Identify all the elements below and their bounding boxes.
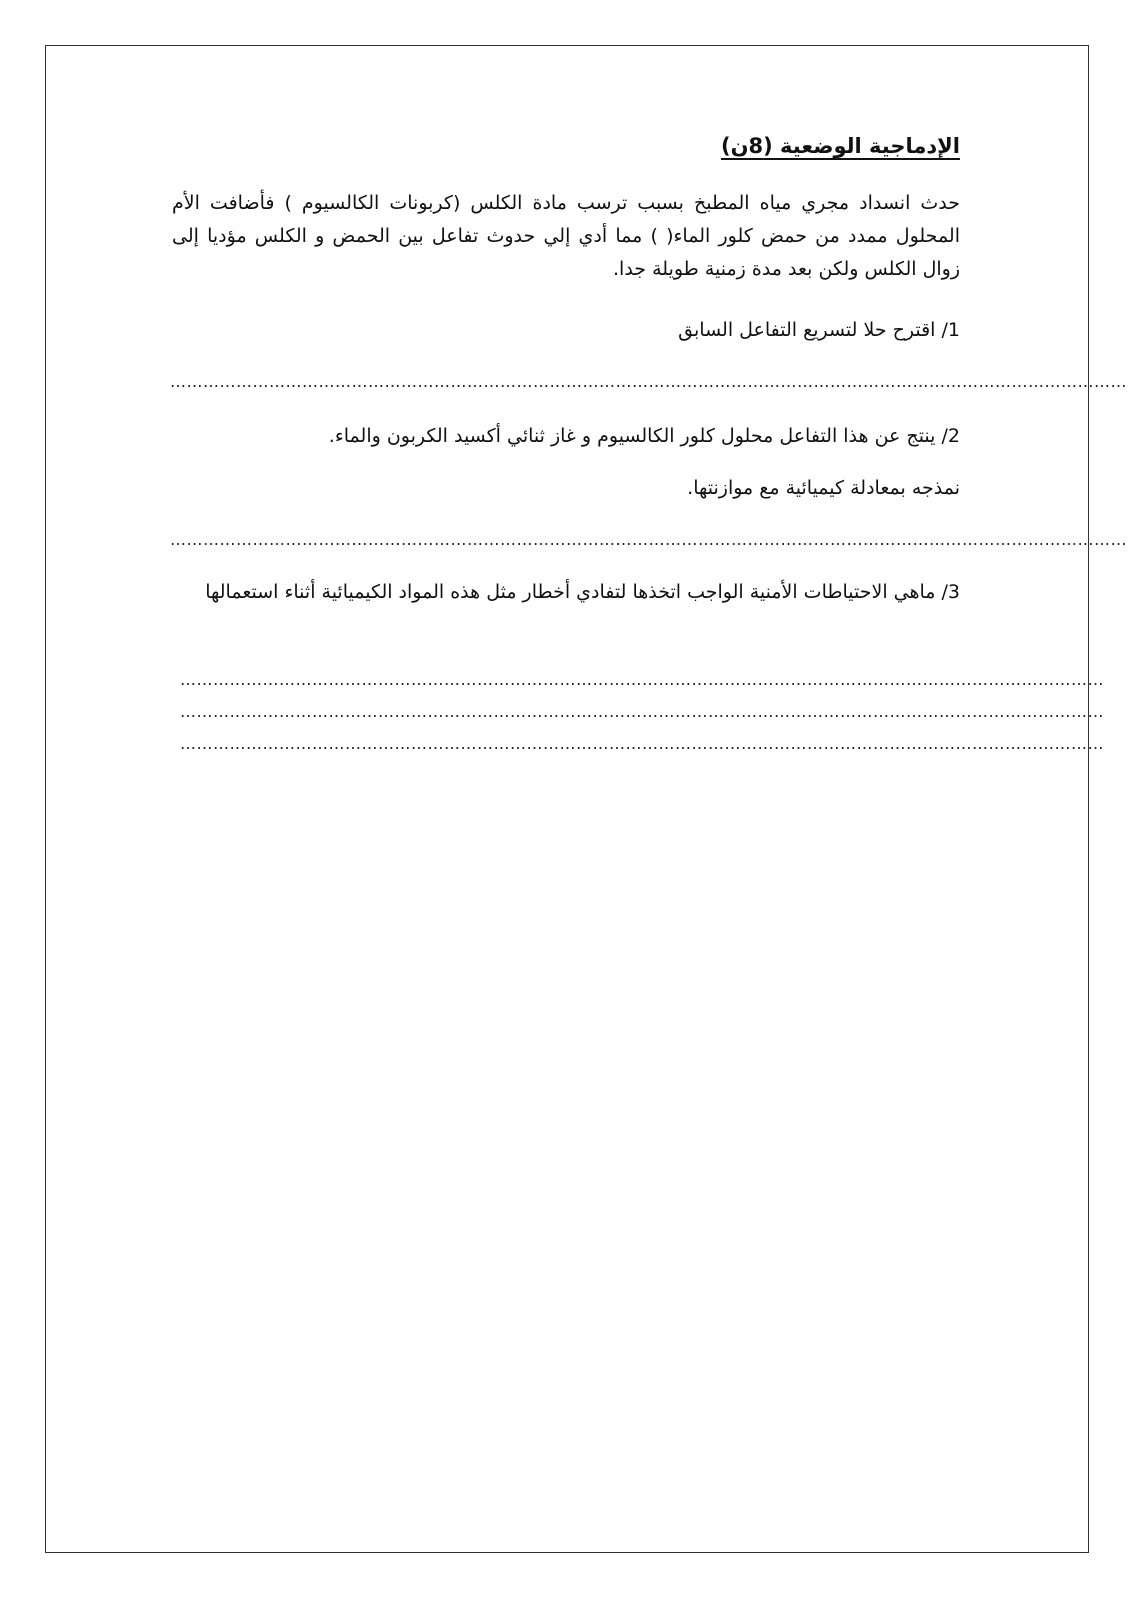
answer-line-3b[interactable]: …………………………………………………………………………………………………………………………………………………… [180, 702, 1104, 721]
answer-line-2[interactable]: ………………………………………………………………………………………………………………………………………………………… [170, 530, 1127, 549]
answer-line-3c[interactable]: …………………………………………………………………………………………………………………………………………………… [180, 734, 1104, 753]
answer-line-3a[interactable]: …………………………………………………………………………………………………………………………………………………… [180, 670, 1104, 689]
answer-line-1[interactable]: ………………………………………………………………………………………………………………………………………………………… [170, 372, 1127, 391]
question-1: 1/ اقترح حلا لتسريع التفاعل السابق [678, 319, 960, 341]
problem-statement: حدث انسداد مجري مياه المطبخ بسبب ترسب مادة الكلس (كربونات الكالسيوم ) فأضافت الأم المحلول ممدد من حمض كلور الماء( ) مما أدي إلي حدوث تفاعل بين الحمض و الكلس مؤديا إلى زوال الكلس ولكن بعد مدة زمنية طويلة جدا. [172, 192, 960, 280]
exercise-title: الإدماجية الوضعية (8ن) [720, 134, 960, 158]
question-2: 2/ ينتج عن هذا التفاعل محلول كلور الكالسيوم و غاز ثنائي أكسيد الكربون والماء. [328, 425, 960, 447]
question-3: 3/ ماهي الاحتياطات الأمنية الواجب اتخذها لتفادي أخطار مثل هذه المواد الكيميائية أثناء استعمالها [205, 581, 960, 603]
question-2-instruction: نمذجه بمعادلة كيميائية مع موازنتها. [687, 477, 960, 499]
